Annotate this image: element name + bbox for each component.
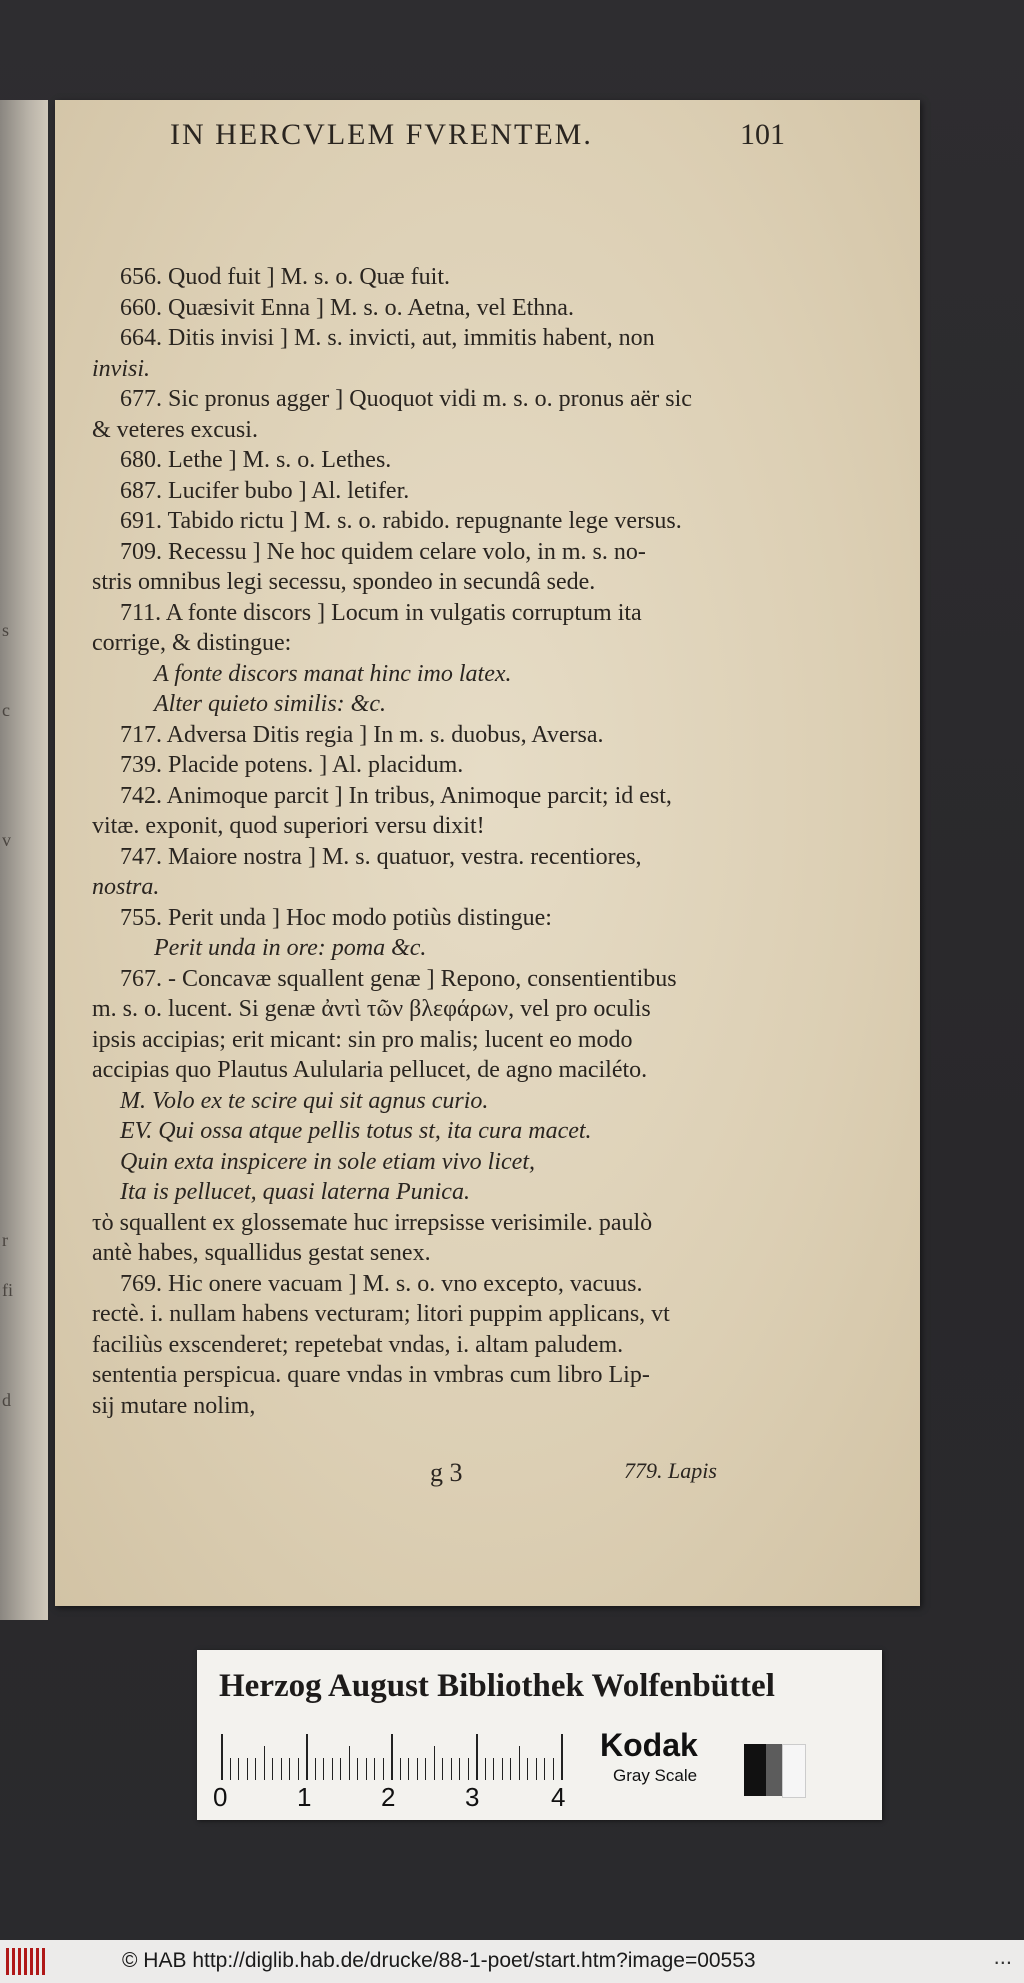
ruler-number: 0: [213, 1782, 228, 1812]
text-line: stris omnibus legi secessu, spondeo in secundâ sede.: [92, 569, 596, 595]
ruler-tick: [340, 1758, 341, 1780]
ruler-tick: [468, 1758, 469, 1780]
ruler-tick: [272, 1758, 273, 1780]
library-color-card: [197, 1650, 882, 1820]
text-line: sij mutare nolim,: [92, 1392, 256, 1419]
text-line: 742. Animoque parcit ] In tribus, Animoque parcit; id est,: [120, 782, 672, 809]
gray-swatch-white: [782, 1744, 806, 1798]
ruler-tick: [289, 1758, 290, 1780]
text-line: 656. Quod fuit ] M. s. o. Quæ fuit.: [120, 264, 450, 290]
text-line: corrige, & distingue:: [92, 630, 292, 656]
ruler-tick: [519, 1746, 520, 1780]
ruler-tick: [544, 1758, 545, 1780]
ruler-tick: [349, 1746, 350, 1780]
ruler-tick: [502, 1758, 503, 1780]
more-icon[interactable]: ...: [993, 1944, 1012, 1969]
text-line: 660. Quæsivit Enna ] M. s. o. Aetna, vel Ethna.: [120, 294, 574, 321]
text-line: rectè. i. nullam habens vecturam; litori puppim applicans, vt: [92, 1301, 670, 1327]
margin-char: s: [2, 620, 10, 640]
text-line: τὸ squallent ex glossemate huc irrepsisse verisimile. paulò: [92, 1209, 653, 1236]
text-line: antè habes, squallidus gestat senex.: [92, 1240, 431, 1266]
ruler-tick: [510, 1758, 511, 1780]
ruler-tick: [315, 1758, 316, 1780]
ruler-tick: [400, 1758, 401, 1780]
text-line: 767. - Concavæ squallent genæ ] Repono, consentientibus: [120, 965, 677, 992]
ruler-tick: [527, 1758, 528, 1780]
margin-char: fi: [2, 1280, 13, 1300]
text-line: 691. Tabido rictu ] M. s. o. rabido. repugnante lege versus.: [120, 508, 682, 534]
text-line: 711. A fonte discors ] Locum in vulgatis corruptum ita: [120, 599, 642, 626]
ruler-tick: [476, 1734, 478, 1780]
ruler-tick: [383, 1758, 384, 1780]
text-line: 687. Lucifer bubo ] Al. letifer.: [120, 477, 410, 504]
ruler-tick: [417, 1758, 418, 1780]
quoted-verse: M. Volo ex te scire qui sit agnus curio.: [120, 1087, 489, 1114]
ruler-tick: [451, 1758, 452, 1780]
text-line: 739. Placide potens. ] Al. placidum.: [120, 752, 464, 778]
quoted-verse: Perit unda in ore: poma &c.: [154, 935, 427, 961]
ruler-tick: [536, 1758, 537, 1780]
ruler-tick: [408, 1758, 409, 1780]
text-line: 769. Hic onere vacuam ] M. s. o. vno excepto, vacuus.: [120, 1270, 643, 1297]
ruler-number: 2: [381, 1782, 396, 1812]
ruler-tick: [485, 1758, 486, 1780]
ruler-tick: [442, 1758, 443, 1780]
signature-mark: g 3: [430, 1458, 463, 1487]
running-header: [170, 118, 785, 158]
text-line: sententia perspicua. quare vndas in vmbras cum libro Lip-: [92, 1362, 650, 1388]
ruler-tick: [264, 1746, 265, 1780]
running-title: IN HERCVLEM FVRENTEM.: [170, 118, 593, 151]
library-name: Herzog August Bibliothek Wolfenbüttel: [219, 1668, 775, 1704]
text-line: accipias quo Plautus Aulularia pellucet, de agno maciléto.: [92, 1057, 648, 1083]
ruler-tick: [323, 1758, 324, 1780]
ruler-tick: [221, 1734, 223, 1780]
gray-scale-label: Gray Scale: [613, 1766, 698, 1785]
kodak-logo-text: Kodak: [600, 1727, 698, 1763]
ruler-number: 1: [297, 1782, 312, 1812]
text-line: 677. Sic pronus agger ] Quoquot vidi m. s. o. pronus aër sic: [120, 386, 692, 412]
ruler-tick: [561, 1734, 563, 1780]
ruler-tick: [391, 1734, 393, 1780]
ruler-tick: [332, 1758, 333, 1780]
ruler-tick: [493, 1758, 494, 1780]
text-line: nostra.: [92, 874, 160, 900]
text-line: 755. Perit unda ] Hoc modo potiùs distingue:: [120, 904, 552, 931]
ruler-numbers: [213, 1782, 593, 1812]
text-line: 709. Recessu ] Ne hoc quidem celare volo, in m. s. no-: [120, 538, 646, 565]
ruler-tick: [459, 1758, 460, 1780]
text-line: 717. Adversa Ditis regia ] In m. s. duobus, Aversa.: [120, 721, 604, 748]
text-line: 664. Ditis invisi ] M. s. invicti, aut, immitis habent, non: [120, 325, 655, 351]
catchword: 779. Lapis: [624, 1458, 717, 1483]
ruler-tick: [434, 1746, 435, 1780]
quoted-verse: Ita is pellucet, quasi laterna Punica.: [120, 1179, 470, 1205]
margin-char: r: [2, 1230, 8, 1250]
ruler-tick: [357, 1758, 358, 1780]
text-line: invisi.: [92, 355, 150, 382]
ruler-number: 4: [551, 1782, 566, 1812]
ruler-tick: [306, 1734, 308, 1780]
ruler-tick: [298, 1758, 299, 1780]
ruler-tick: [553, 1758, 554, 1780]
text-line: 747. Maiore nostra ] M. s. quatuor, vestra. recentiores,: [120, 843, 642, 870]
source-url[interactable]: © HAB http://diglib.hab.de/drucke/88-1-poet/start.htm?image=00553: [122, 1949, 756, 1972]
ruler-tick: [374, 1758, 375, 1780]
ruler-tick: [230, 1758, 231, 1780]
hab-logo-icon: [6, 1948, 46, 1975]
page-number: 101: [740, 118, 785, 151]
ruler-number: 3: [465, 1782, 480, 1812]
ruler-tick: [366, 1758, 367, 1780]
text-line: m. s. o. lucent. Si genæ ἀντὶ τῶν βλεφάρων, vel pro oculis: [92, 996, 651, 1022]
text-line: 680. Lethe ] M. s. o. Lethes.: [120, 447, 392, 473]
margin-char: c: [2, 700, 10, 720]
ruler-tick: [247, 1758, 248, 1780]
text-line: ipsis accipias; erit micant: sin pro malis; lucent eo modo: [92, 1026, 633, 1053]
adjacent-page-edge: [0, 100, 48, 1620]
commentary-text: [92, 262, 762, 1421]
ruler-scale: [221, 1734, 571, 1780]
ruler-tick: [281, 1758, 282, 1780]
gray-swatch-black: [744, 1744, 766, 1796]
gray-swatch-mid: [766, 1744, 782, 1796]
margin-char: d: [2, 1390, 11, 1410]
text-line: vitæ. exponit, quod superiori versu dixit!: [92, 813, 485, 839]
quoted-verse: Alter quieto similis: &c.: [154, 691, 386, 717]
ruler-tick: [238, 1758, 239, 1780]
ruler-tick: [255, 1758, 256, 1780]
quoted-verse: A fonte discors manat hinc imo latex.: [154, 660, 512, 687]
text-line: faciliùs exscenderet; repetebat vndas, i. altam paludem.: [92, 1331, 624, 1358]
ruler-tick: [425, 1758, 426, 1780]
margin-char: v: [2, 830, 11, 850]
viewer-footer-bar: [0, 1940, 1024, 1983]
quoted-verse: EV. Qui ossa atque pellis totus st, ita cura macet.: [120, 1118, 592, 1144]
quoted-verse: Quin exta inspicere in sole etiam vivo licet,: [120, 1148, 535, 1175]
text-line: & veteres excusi.: [92, 416, 258, 443]
